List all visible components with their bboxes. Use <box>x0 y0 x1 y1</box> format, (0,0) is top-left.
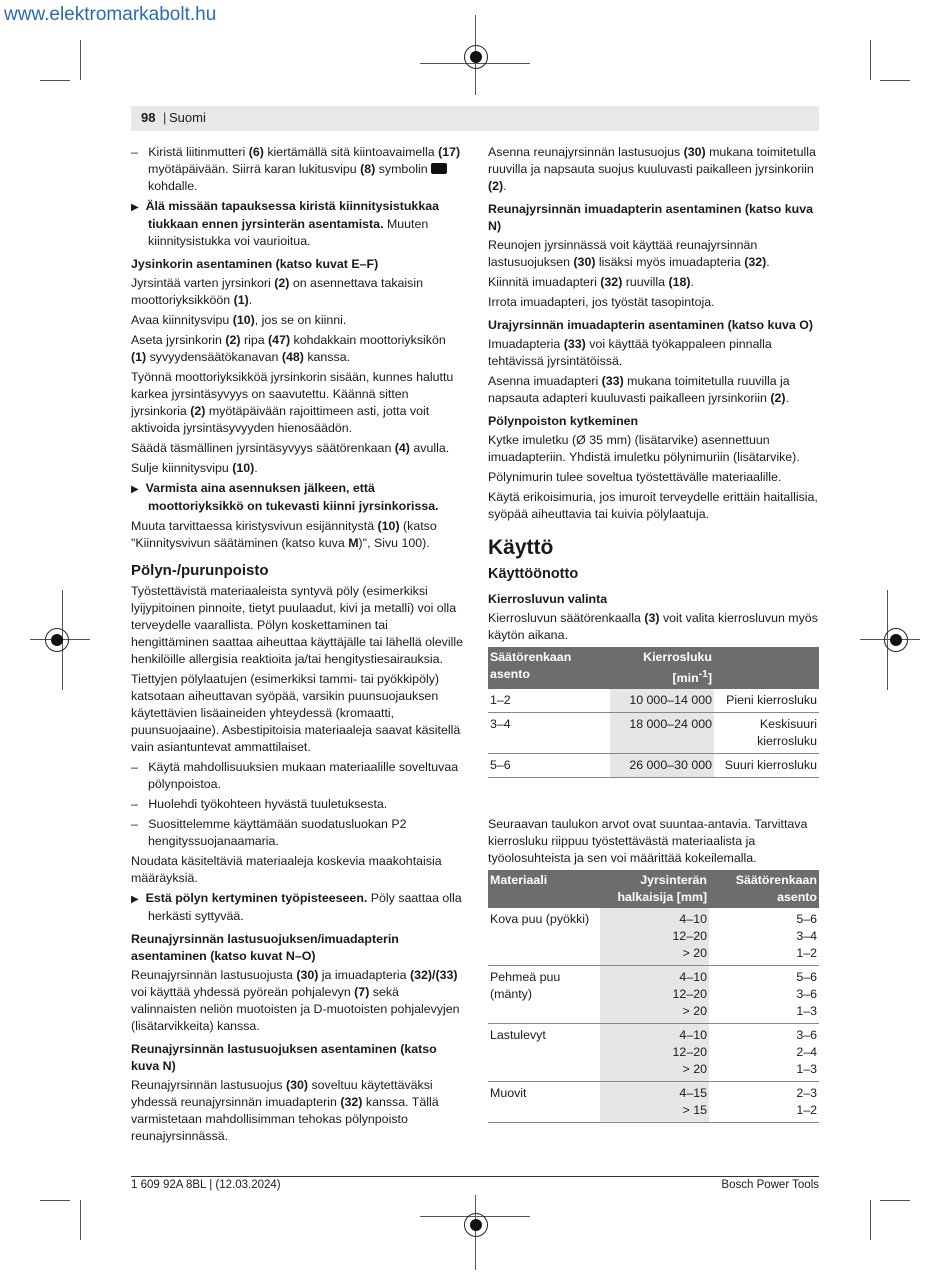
list-item: – Suosittelemme käyttämään suodatusluokan P2 hengityssuojanaamaria. <box>131 817 407 848</box>
crop-mark <box>880 80 910 81</box>
header-separator: | <box>163 110 167 125</box>
registration-mark <box>884 628 908 652</box>
paragraph: Reunajyrsinnän lastusuojusta (30) ja imuadapteria (32)/(33) voi käyttää yhdessä pyöreän pohjalevyn (7) sekä valinnaisten neliön muotoisten ja D-muotoisten pohjalevyjen (lisätarvikkeita) kanssa. <box>131 968 460 1033</box>
table-header: Jyrsinterän halkaisija [mm] <box>600 870 709 908</box>
paragraph: Pölynimurin tulee soveltua työstettävälle materiaalille. <box>488 470 782 484</box>
paragraph: Noudata käsiteltäviä materiaaleja koskevia maakohtaisia määräyksiä. <box>131 854 442 885</box>
paragraph: Työnnä moottoriyksikköä jyrsinkorin sisään, kunnes haluttu karkea jyrsintäsyvyys on saavutettu. Käännä sitten jyrsinkoria (2) myötäpäivään rajoittimeen asti, jotta voit aktivoida jyrsintäsyvyyden hienosäädön. <box>131 370 454 435</box>
warning-item: ▶ Estä pölyn kertyminen työpisteeseen. Pöly saattaa olla herkästi syttyvää. <box>131 891 462 923</box>
crop-mark <box>880 1200 910 1201</box>
warning-item: ▶ Varmista aina asennuksen jälkeen, että moottoriyksikkö on tukevasti kiinni jyrsinkorissa. <box>131 481 439 513</box>
section-heading: Jysinkorin asentaminen (katso kuvat E–F) <box>131 257 379 271</box>
page-header <box>131 106 819 131</box>
registration-mark <box>464 45 488 69</box>
paragraph: Tiettyjen pölylaatujen (esimerkiksi tammi- tai pyökkipöly) katsotaan aiheuttavan syöpää, varsikin puunsuojauksen käytettävien lisäaineiden yhteydessä (kromaatti, puunsuojaaine). Asbestipitoisia materiaaleja saavat käsitellä vain asiantuntevat ammattilaiset. <box>131 672 461 754</box>
paragraph: Kiinnitä imuadapteri (32) ruuvilla (18). <box>488 275 694 289</box>
paragraph: Reunojen jyrsinnässä voit käyttää reunajyrsinnän lastusuojuksen (30) lisäksi myös imuadapteria (32). <box>488 238 770 269</box>
chapter-heading: Käyttö <box>488 536 554 559</box>
section-heading: Pölynpoiston kytkeminen <box>488 414 639 428</box>
lock-icon <box>431 163 447 174</box>
material-table <box>488 870 819 1123</box>
brand-label: Bosch Power Tools <box>721 1179 819 1191</box>
paragraph: Asenna reunajyrsinnän lastusuojus (30) mukana toimitetulla ruuvilla ja napsauta suojus kuuluvasti paikalleen jyrsinkoriin (2). <box>488 145 816 193</box>
document-id: 1 609 92A 8BL | (12.03.2024) <box>131 1179 281 1191</box>
paragraph: Seuraavan taulukon arvot ovat suuntaa-antavia. Tarvittava kierrosluku riippuu työstettävästä materiaalista ja työolosuhteista ja sen voi määrittää kokeilemalla. <box>488 817 808 866</box>
left-column <box>131 144 463 1148</box>
site-watermark: www.elektromarkabolt.hu <box>4 4 217 25</box>
paragraph: Irrota imuadapteri, jos työstät tasopintoja. <box>488 295 715 309</box>
paragraph: Kierrosluvun säätörenkaalla (3) voit valita kierrosluvun myös käytön aikana. <box>488 611 818 642</box>
table-row: 1–2 10 000–14 000 Pieni kierrosluku <box>488 689 819 713</box>
table-header: Materiaali <box>488 870 600 908</box>
paragraph: Sulje kiinnitysvipu (10). <box>131 461 258 475</box>
registration-mark <box>464 1213 488 1237</box>
paragraph: Käytä erikoisimuria, jos imuroit terveydelle erittäin haitallisia, syöpää aiheuttavia tai kuivia pölylaatuja. <box>488 490 818 521</box>
table-row: 5–6 26 000–30 000 Suuri kierrosluku <box>488 754 819 778</box>
crop-mark <box>40 80 70 81</box>
list-item: – Kiristä liitinmutteri (6) kiertämällä sitä kiintoavaimella (17) myötäpäivään. Siirrä karan lukitusvipu (8) symbolin kohdalle. <box>131 145 461 193</box>
paragraph: Säädä täsmällinen jyrsintäsyvyys säätörenkaan (4) avulla. <box>131 441 450 455</box>
paragraph: Asenna imuadapteri (33) mukana toimitetulla ruuvilla ja napsauta adapteri kuuluvasti paikalleen jyrsinkoriin (2). <box>488 374 790 405</box>
section-heading: Käyttöönotto <box>488 566 579 582</box>
registration-mark <box>45 628 69 652</box>
crop-mark <box>80 1200 81 1240</box>
section-heading: Reunajyrsinnän imuadapterin asentaminen (katso kuva N) <box>488 202 814 233</box>
section-heading: Reunajyrsinnän lastusuojuksen/imuadapterin asentaminen (katso kuvat N–O) <box>131 932 399 963</box>
paragraph: Jyrsintää varten jyrsinkori (2) on asennettava takaisin moottoriyksikköön (1). <box>131 276 424 307</box>
table-row: 3–4 18 000–24 000 Keskisuuri kierrosluku <box>488 713 819 754</box>
triangle-bullet-icon: ▶ <box>131 894 139 905</box>
warning-item: ▶ Älä missään tapauksessa kiristä kiinnitysistukkaa tiukkaan ennen jyrsinterän asentamista. Muuten kiinnitysistukka voi vaurioitua. <box>131 199 439 248</box>
crop-mark <box>870 40 871 80</box>
section-heading: Urajyrsinnän imuadapterin asentaminen (katso kuva O) <box>488 318 814 332</box>
language-label: Suomi <box>169 110 206 125</box>
paragraph: Työstettävistä materiaaleista syntyvä pöly (esimerkiksi lyijypitoinen pinnoite, tietyt puulaadut, kivi ja metalli) voi olla terveydelle vaarallista. Pölyn koskettaminen tai hengittäminen saattaa aiheuttaa käyttäjälle tai lähellä oleville henkilöille allergisia reaktioita ja/tai hengitystiesairauksia. <box>131 584 464 666</box>
list-item: – Käytä mahdollisuuksien mukaan materiaalille soveltuvaa pölynpoistoa. <box>131 760 459 791</box>
paragraph: Aseta jyrsinkorin (2) ripa (47) kohdakkain moottoriyksikön (1) syvyydensäätökanavan (48) kanssa. <box>131 333 446 364</box>
section-heading: Pölyn-/purunpoisto <box>131 562 269 579</box>
paragraph: Imuadapteria (33) voi käyttää työkappaleen pinnalla tehtävissä jyrsintätöissä. <box>488 337 772 368</box>
table-row: Muovit 4–15 > 15 2–3 1–2 <box>488 1082 819 1123</box>
paragraph: Avaa kiinnitysvipu (10), jos se on kiinni. <box>131 313 347 327</box>
table-row: Pehmeä puu (mänty) 4–10 12–20 > 20 5–6 3–6 1–3 <box>488 966 819 1024</box>
triangle-bullet-icon: ▶ <box>131 202 139 213</box>
paragraph: Reunajyrsinnän lastusuojus (30) soveltuu käytettäväksi yhdessä reunajyrsinnän imuadapterin (32) kanssa. Tällä varmistetaan mahdollisimman tehokas pölynpoisto reunajyrsinnässä. <box>131 1078 439 1143</box>
section-heading: Kierrosluvun valinta <box>488 592 608 606</box>
paragraph: Kytke imuletku (Ø 35 mm) (lisätarvike) asennettuun imuadapteriin. Yhdistä imuletku pölynimuriin (lisätarvike). <box>488 433 800 464</box>
table-header: Kierrosluku $[\min^{-1}]$ <box>610 647 714 689</box>
list-item: – Huolehdi työkohteen hyvästä tuuletuksesta. <box>131 797 388 811</box>
speed-table <box>488 647 819 778</box>
section-heading: Reunajyrsinnän lastusuojuksen asentaminen (katso kuva N) <box>131 1042 437 1073</box>
table-header: Säätörenkaan asento <box>488 647 610 689</box>
page-number: 98 <box>141 110 156 125</box>
triangle-bullet-icon: ▶ <box>131 484 139 495</box>
paragraph: Muuta tarvittaessa kiristysvivun esijännitystä (10) (katso "Kiinnitysvivun säätäminen (katso kuva M)", Sivu 100). <box>131 519 437 550</box>
page-footer <box>131 1176 819 1191</box>
crop-mark <box>870 1200 871 1240</box>
crop-mark <box>40 1200 70 1201</box>
table-header: Säätörenkaan asento <box>709 870 819 908</box>
table-row: Lastulevyt 4–10 12–20 > 20 3–6 2–4 1–3 <box>488 1024 819 1082</box>
table-header <box>714 647 819 689</box>
right-column <box>488 144 819 1123</box>
crop-mark <box>80 40 81 80</box>
table-row: Kova puu (pyökki) 4–10 12–20 > 20 5–6 3–4 1–2 <box>488 908 819 966</box>
